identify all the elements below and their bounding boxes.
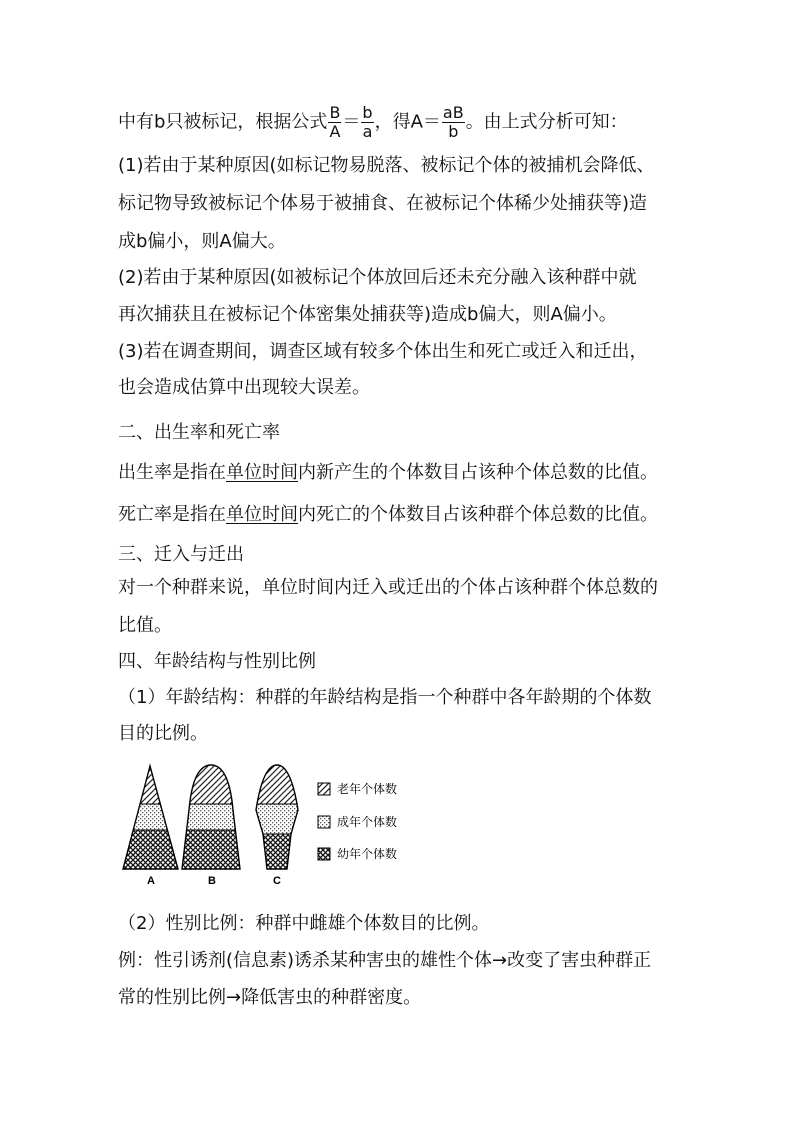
paragraph-line: 再次捕获且在被标记个体密集处捕获等)造成b偏大，则A偏小。 [118, 304, 617, 325]
paragraph-line: (3)若在调查期间，调查区域有较多个体出生和死亡或迁入和迁出， [118, 341, 648, 362]
pyramid-b [178, 760, 248, 870]
death-rate-definition [118, 503, 658, 527]
example-line: 常的性别比例→降低害虫的种群密度。 [118, 987, 422, 1008]
birth-rate-definition [118, 461, 658, 485]
fraction-denominator: b [448, 122, 459, 141]
pyramid-label-b: B [208, 875, 216, 887]
legend-swatch-young [318, 848, 330, 860]
fraction-denominator: A [329, 122, 341, 141]
figure-legend [318, 781, 397, 861]
paragraph-line: 目的比例。 [118, 723, 208, 744]
paragraph-line: （1）年龄结构：种群的年龄结构是指一个种群中各年龄期的个体数 [118, 687, 652, 708]
fraction-b-over-a-upper [328, 104, 341, 141]
fraction-denominator: a [362, 122, 373, 141]
paragraph-line: 标记物导致被标记个体易于被捕食、在被标记个体稀少处捕获等)造 [118, 193, 648, 214]
pyramid-label-a: A [147, 875, 155, 887]
section-heading-migration: 三、迁入与迁出 [118, 544, 244, 565]
legend-label-old: 老年个体数 [337, 782, 398, 796]
fraction-b-over-a-lower [361, 104, 373, 141]
pyramid-label-c: C [273, 875, 281, 887]
age-structure-figure [118, 760, 408, 888]
paragraph-line: (2)若由于某种原因(如被标记个体放回后还未充分融入该种群中就 [118, 267, 637, 288]
formula-mid: ，得A＝ [374, 111, 441, 133]
fraction-numerator: b [362, 103, 373, 122]
paragraph-line: 也会造成估算中出现较大误差。 [118, 377, 370, 398]
legend-swatch-adult [318, 816, 330, 828]
formula-prefix: 中有b只被标记，根据公式 [118, 111, 328, 133]
paragraph-line: (1)若由于某种原因(如标记物易脱落、被标记个体的被捕机会降低、 [118, 155, 655, 176]
pyramid-c [248, 760, 308, 870]
section-heading-birth-death: 二、出生率和死亡率 [118, 422, 280, 443]
pyramid-a [118, 760, 188, 870]
fraction-numerator: aB [442, 103, 464, 122]
paragraph-line: 成b偏小，则A偏大。 [118, 231, 286, 252]
equals-sign: ＝ [342, 111, 361, 133]
formula-suffix: 。由上式分析可知： [465, 111, 628, 133]
text: 内新产生的个体数目占该种个体总数的比值。 [298, 462, 658, 483]
underlined-term: 单位时间 [226, 462, 298, 483]
fraction-ab-over-b [442, 104, 465, 141]
formula-line [118, 104, 628, 141]
underlined-term: 单位时间 [226, 504, 298, 525]
sex-ratio-definition: （2）性别比例：种群中雌雄个体数目的比例。 [118, 913, 490, 934]
legend-label-young: 幼年个体数 [337, 847, 398, 861]
section-heading-age-sex: 四、年龄结构与性别比例 [118, 651, 316, 672]
text: 出生率是指在 [118, 462, 226, 483]
example-line: 例：性引诱剂(信息素)诱杀某种害虫的雄性个体→改变了害虫种群正 [118, 950, 652, 971]
paragraph-line: 对一个种群来说，单位时间内迁入或迁出的个体占该种群个体总数的 [118, 577, 658, 598]
legend-label-adult: 成年个体数 [337, 815, 398, 829]
fraction-numerator: B [329, 103, 341, 122]
legend-swatch-old [318, 783, 330, 795]
paragraph-line: 比值。 [118, 615, 172, 636]
text: 死亡率是指在 [118, 504, 226, 525]
text: 内死亡的个体数目占该种群个体总数的比值。 [298, 504, 658, 525]
